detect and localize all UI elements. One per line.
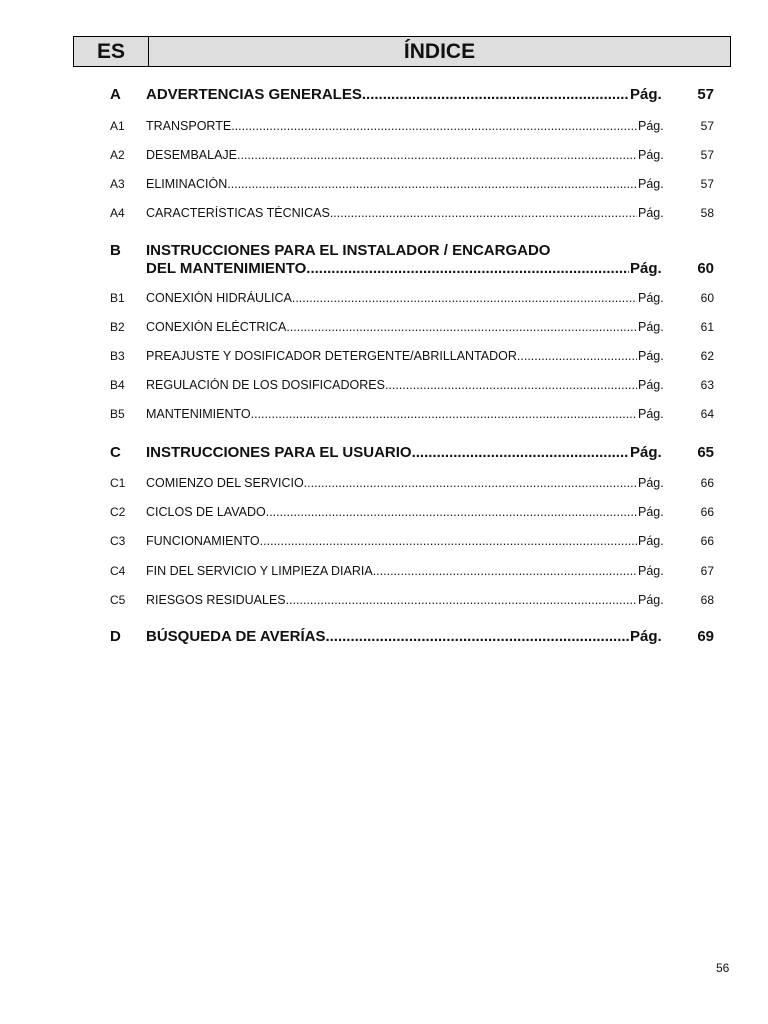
index-header <box>73 36 731 67</box>
leader-dots <box>251 407 637 421</box>
toc-item-c5[interactable] <box>110 593 714 607</box>
leader-dots <box>304 476 637 490</box>
item-code: C3 <box>110 534 126 548</box>
item-label: ELIMINACIÓN <box>146 177 228 191</box>
pag-label: Pág. <box>638 148 664 162</box>
item-page: 67 <box>700 564 714 578</box>
toc-item-a2[interactable] <box>110 148 714 162</box>
pag-label: Pág. <box>638 476 664 490</box>
item-label: CICLOS DE LAVADO <box>146 505 266 519</box>
item-code: B1 <box>110 291 125 305</box>
item-page: 63 <box>700 378 714 392</box>
section-label: BÚSQUEDA DE AVERÍAS <box>146 628 326 645</box>
item-label: CONEXIÓN ELÉCTRICA <box>146 320 287 334</box>
item-page: 57 <box>700 148 714 162</box>
leader-dots <box>266 505 637 519</box>
toc-item-c2[interactable] <box>110 505 714 519</box>
item-code: C1 <box>110 476 126 490</box>
section-page: 57 <box>697 86 714 103</box>
leader-dots <box>325 628 629 645</box>
section-code: A <box>110 86 121 103</box>
toc-item-b3[interactable] <box>110 349 714 363</box>
item-code: A3 <box>110 177 125 191</box>
toc-item-c3[interactable] <box>110 534 714 548</box>
section-page: 60 <box>697 260 714 277</box>
item-code: C2 <box>110 505 126 519</box>
item-label: RIESGOS RESIDUALES <box>146 593 286 607</box>
page-number: 56 <box>716 961 730 975</box>
item-label: CARACTERÍSTICAS TÉCNICAS <box>146 206 330 220</box>
section-page: 65 <box>697 444 714 461</box>
leader-dots <box>362 86 629 103</box>
item-page: 68 <box>700 593 714 607</box>
item-label: CONEXIÓN HIDRÁULICA <box>146 291 292 305</box>
pag-label: Pág. <box>638 349 664 363</box>
toc-item-b2[interactable] <box>110 320 714 334</box>
section-page: 69 <box>697 628 714 645</box>
leader-dots <box>292 291 637 305</box>
pag-label: Pág. <box>630 628 662 645</box>
pag-label: Pág. <box>638 291 664 305</box>
leader-dots <box>227 177 637 191</box>
leader-dots <box>260 534 637 548</box>
pag-label: Pág. <box>638 593 664 607</box>
section-label-line2: DEL MANTENIMIENTO <box>146 260 307 277</box>
item-code: B2 <box>110 320 125 334</box>
toc-item-c1[interactable] <box>110 476 714 490</box>
item-page: 61 <box>700 320 714 334</box>
item-label: TRANSPORTE <box>146 119 232 133</box>
language-code: ES <box>74 37 149 66</box>
toc-item-a3[interactable] <box>110 177 714 191</box>
pag-label: Pág. <box>638 320 664 334</box>
section-label: ADVERTENCIAS GENERALES <box>146 86 362 103</box>
section-code: D <box>110 628 121 645</box>
toc-section-d[interactable] <box>110 628 714 645</box>
leader-dots <box>385 378 637 392</box>
item-label: REGULACIÓN DE LOS DOSIFICADORES <box>146 378 385 392</box>
section-code: C <box>110 444 121 461</box>
page-title: ÍNDICE <box>149 37 730 66</box>
toc-item-a1[interactable] <box>110 119 714 133</box>
item-code: B5 <box>110 407 125 421</box>
item-page: 66 <box>700 505 714 519</box>
section-label: INSTRUCCIONES PARA EL USUARIO <box>146 444 412 461</box>
leader-dots <box>412 444 629 461</box>
toc-item-b4[interactable] <box>110 378 714 392</box>
item-page: 64 <box>700 407 714 421</box>
item-page: 58 <box>700 206 714 220</box>
leader-dots <box>286 320 637 334</box>
pag-label: Pág. <box>638 505 664 519</box>
item-code: B3 <box>110 349 125 363</box>
pag-label: Pág. <box>638 177 664 191</box>
toc-section-a[interactable] <box>110 86 714 103</box>
toc-item-a4[interactable] <box>110 206 714 220</box>
item-label: PREAJUSTE Y DOSIFICADOR DETERGENTE/ABRILLANTADOR <box>146 349 517 363</box>
pag-label: Pág. <box>638 119 664 133</box>
leader-dots <box>286 593 637 607</box>
item-code: B4 <box>110 378 125 392</box>
toc-item-c4[interactable] <box>110 564 714 578</box>
item-code: A1 <box>110 119 125 133</box>
leader-dots <box>306 260 629 277</box>
pag-label: Pág. <box>638 206 664 220</box>
leader-dots <box>330 206 637 220</box>
item-label: DESEMBALAJE <box>146 148 238 162</box>
pag-label: Pág. <box>638 564 664 578</box>
item-page: 57 <box>700 177 714 191</box>
item-page: 60 <box>700 291 714 305</box>
pag-label: Pág. <box>630 86 662 103</box>
item-page: 66 <box>700 476 714 490</box>
leader-dots <box>373 564 637 578</box>
pag-label: Pág. <box>638 407 664 421</box>
item-label: FIN DEL SERVICIO Y LIMPIEZA DIARIA <box>146 564 373 578</box>
leader-dots <box>517 349 637 363</box>
section-code: B <box>110 242 121 259</box>
item-code: A2 <box>110 148 125 162</box>
toc-item-b1[interactable] <box>110 291 714 305</box>
pag-label: Pág. <box>630 444 662 461</box>
item-code: A4 <box>110 206 125 220</box>
toc-item-b5[interactable] <box>110 407 714 421</box>
item-page: 57 <box>700 119 714 133</box>
item-label: FUNCIONAMIENTO <box>146 534 260 548</box>
item-code: C5 <box>110 593 126 607</box>
item-code: C4 <box>110 564 126 578</box>
pag-label: Pág. <box>638 378 664 392</box>
item-page: 66 <box>700 534 714 548</box>
pag-label: Pág. <box>630 260 662 277</box>
item-page: 62 <box>700 349 714 363</box>
pag-label: Pág. <box>638 534 664 548</box>
leader-dots <box>237 148 637 162</box>
leader-dots <box>231 119 637 133</box>
toc-section-b[interactable] <box>110 242 714 277</box>
section-label-line1: INSTRUCCIONES PARA EL INSTALADOR / ENCARGADO <box>146 242 551 259</box>
toc-section-c[interactable] <box>110 444 714 461</box>
item-label: MANTENIMIENTO <box>146 407 251 421</box>
item-label: COMIENZO DEL SERVICIO <box>146 476 304 490</box>
